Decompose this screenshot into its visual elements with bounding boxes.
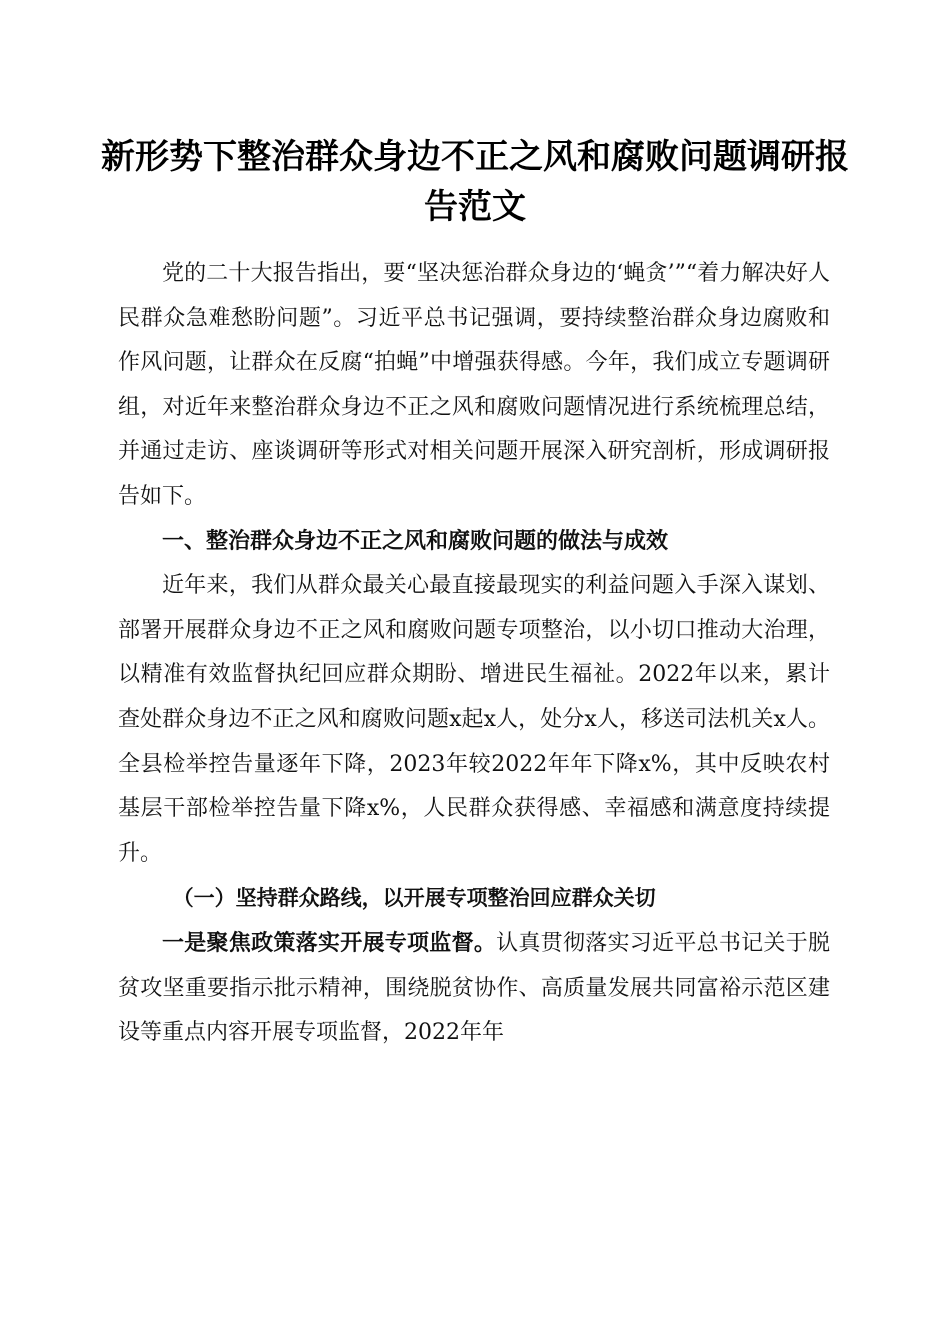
subsection-1-paragraph bbox=[118, 921, 830, 1056]
section-1-paragraph: 近年来，我们从群众最关心最直接最现实的利益问题入手深入谋划、部署开展群众身边不正之风和腐败问题专项整治，以小切口推动大治理，以精准有效监督执纪回应群众期盼、增进民生福祉。2022年以来，累计查处群众身边不正之风和腐败问题x起x人，处分x人，移送司法机关x人。全县检举控告量逐年下降，2023年较2022年年下降x%，其中反映农村基层干部检举控告量下降x%，人民群众获得感、幸福感和满意度持续提升。 bbox=[118, 573, 830, 866]
intro-paragraph: 党的二十大报告指出，要“坚决惩治群众身边的‘蝇贪’”“着力解决好人民群众急难愁盼问题”。习近平总书记强调，要持续整治群众身边腐败和作风问题，让群众在反腐“拍蝇”中增强获得感。今年，我们成立专题调研组，对近年来整治群众身边不正之风和腐败问题情况进行系统梳理总结，并通过走访、座谈调研等形式对相关问题开展深入研究剖析，形成调研报告如下。 bbox=[118, 261, 830, 509]
section-heading-1: 一、整治群众身边不正之风和腐败问题的做法与成效 bbox=[162, 528, 669, 554]
subsection-1-text: 认真贯彻落实习近平总书记关于脱贫攻坚重要指示批示精神，围绕脱贫协作、高质量发展共同富裕示范区建设等重点内容开展专项监督，2022年年 bbox=[118, 930, 830, 1046]
subsection-1-lead: 一是聚焦政策落实开展专项监督。 bbox=[162, 929, 497, 956]
document-title: 新形势下整治群众身边不正之风和腐败问题调研报告范文 bbox=[101, 137, 849, 227]
subsection-heading-1: （一）坚持群众路线，以开展专项整治回应群众关切 bbox=[172, 885, 656, 911]
document-body bbox=[118, 252, 830, 1056]
